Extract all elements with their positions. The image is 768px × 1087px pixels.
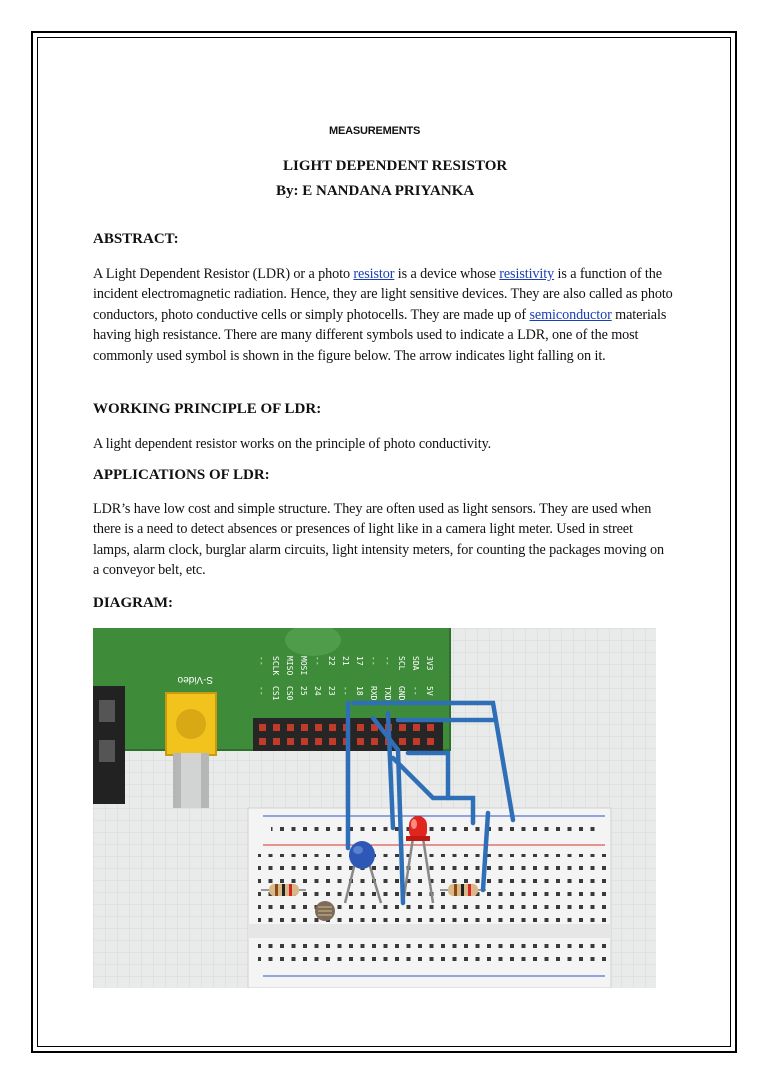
gpio-pin [273,738,280,745]
abstract-text-1: A Light Dependent Resistor (LDR) or a photo [93,266,354,282]
gpio-pin-label: -- [341,686,350,696]
gpio-pin [287,738,294,745]
diagram-heading: DIAGRAM: [93,595,173,611]
gpio-pin-label: 17 [355,656,364,666]
working-paragraph: A light dependent resistor works on the principle of photo conductivity. [93,436,492,452]
working-heading: WORKING PRINCIPLE OF LDR: [93,401,322,417]
gpio-pin [357,724,364,731]
abstract-text-2: is a device whose [394,266,500,282]
document-byline: By: E NANDANA PRIYANKA [276,183,475,199]
gpio-pin-label: CS1 [271,686,280,701]
gpio-pin [427,724,434,731]
gpio-pin [413,724,420,731]
gpio-pin [329,724,336,731]
abstract-text-4: materials having high resistance. There are many different symbols used to indicate a LDR, one of the most commonly used symbol is shown in the figure below. The arrow indicates light falling on it. [93,306,667,364]
gpio-pin [357,738,364,745]
abstract-text-3: is a function of the incident electromagnetic radiation. Hence, they are light sensitive devices. They are also called as photo conductors, photo conductive cells or simply photocells. They are made up of [93,266,673,323]
gpio-pin [399,724,406,731]
gpio-pin [259,738,266,745]
gpio-pin [301,738,308,745]
gpio-pin [287,724,294,731]
svideo-label: S-Video [177,674,213,685]
document-kicker: MEASUREMENTS [329,125,421,137]
gpio-pin-label: TXD [383,686,392,701]
gpio-pin-label: -- [257,686,266,696]
applications-heading: APPLICATIONS OF LDR: [93,467,270,483]
svideo-connector [166,693,216,808]
gpio-pin-label: -- [313,656,322,666]
gpio-pin-label: GND [397,686,406,701]
gpio-pin [371,738,378,745]
gpio-pin [301,724,308,731]
breadboard [248,808,611,988]
gpio-pin-label: -- [257,656,266,666]
gpio-pin-label: SCL [397,656,406,671]
gpio-pin-label: RXD [369,686,378,701]
gpio-pin-label: -- [369,656,378,666]
gpio-pin [427,738,434,745]
gpio-pin [413,738,420,745]
gpio-pin-label: 25 [299,686,308,696]
gpio-pin [315,738,322,745]
link-resistivity[interactable]: resistivity [499,266,555,282]
abstract-paragraph [93,264,673,366]
link-semiconductor[interactable]: semiconductor [529,306,612,323]
gpio-pin [273,724,280,731]
gpio-pin-label: 23 [327,686,336,696]
applications-paragraph: LDR’s have low cost and simple structure. They are often used as light sensors. They are used when there is a need to detect absences or presences of light like in a camera light meter. Used in street lamps, alarm clock, burglar alarm circuits, light intensity meters, for counting the packages moving on a conveyor belt, etc. [93,501,664,579]
gpio-pin [329,738,336,745]
circuit-diagram [93,628,656,988]
gpio-pin-label: 5V [425,686,434,696]
gpio-pin-label: 18 [355,686,364,696]
circuit-diagram-svg [93,628,656,988]
gpio-pin [315,724,322,731]
gpio-pin-label: 3V3 [425,656,434,671]
gpio-pin-label: 21 [341,656,350,666]
ldr-component [315,901,335,921]
gpio-pin-label: 24 [313,686,322,696]
gpio-pin-label: 22 [327,656,336,666]
gpio-pin-label: MISO [285,656,294,676]
gpio-pin-label: -- [411,686,420,696]
gpio-pin-label: SDA [411,656,420,671]
gpio-pin-label: -- [383,656,392,666]
gpio-pin [259,724,266,731]
gpio-pin-label: CS0 [285,686,294,701]
link-resistor[interactable]: resistor [353,266,395,282]
gpio-pin-label: SCLK [271,656,280,676]
abstract-heading: ABSTRACT: [93,231,179,247]
gpio-pin-label: MOSI [299,656,308,676]
gpio-pin [399,738,406,745]
document-title: LIGHT DEPENDENT RESISTOR [283,158,508,174]
